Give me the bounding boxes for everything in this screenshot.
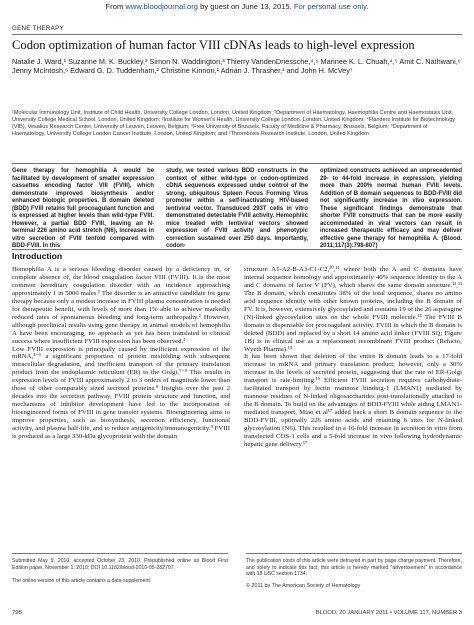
journal-link[interactable]: www.bloodjournal.org	[125, 2, 198, 11]
from-label: From	[105, 2, 124, 11]
page-number: 798	[12, 610, 22, 616]
affiliations: ¹Molecular Immunology Unit, Institute of Child Health, University College London, London, United Kingdom; ²Department of Haematology, Haemophilia Centre and Haemostasis Unit, University College Medical School, London, United Kingdom; ³Institute for Women's Health, University College London, London, United Kingdom; ⁴Flanders Institute for Biotechnology (VIB), Vesalius Research Center, University of Leuven, Leuven, Belgium; ⁵Free University of Brussels, Faculty of Medicine & Pharmacy, Brussels, Belgium; ⁶Department of Haematology, University College London Cancer Institute, London, United Kingdom; and ⁷Thrombosis Research Institute, London, United Kingdom	[12, 110, 455, 138]
article-title: Codon optimization of human factor VIII cDNAs leads to high-level expression	[12, 38, 415, 52]
abstract-column-3: optimized constructs achieved an unprecedented 29- to 44-fold increase in expression, yielding more than 200% normal human FVIII levels. Addition of B domain sequences to BDD-FVIII did not significantly increase in vivo expression. These significant findings demonstrate that shorter FVIII constructs that can be more easily accommodated in viral vectors can result in increased therapeutic efficacy and may deliver effective gene therapy for hemophilia A. (Blood. 2011;117(3):798-807)	[320, 168, 462, 250]
abstract-column-2: study, we tested various BDD constructs in the context of either wild-type or codon-optimized cDNA sequences expressed under control of the strong, ubiquitous Spleen Focus Forming Virus promoter within a self-inactivating HIV-based lentiviral vector. Transduced 293T cells in vitro demonstrated detectable FVIII activity. Hemophilic mice treated with lentiviral vectors showed expression of FVIII activity and phenotypic correction sustained over 250 days. Importantly, codon-	[166, 168, 308, 250]
author-list: Natalie J. Ward,¹ Suzanne M. K. Buckley,² Simon N. Waddington,³ Thierry VandenDriessche,⁴,⁵ Marinee K. L. Chuah,⁴,⁵ Amit C. Nathwani,⁶ Jenny McIntosh,⁶ Edward G. D. Tuddenham,² Christine Kinnon,¹ Adrian J. Thrasher,¹ and John H. McVey⁷	[12, 57, 461, 76]
guest-date-text: by guest on June 13, 2015.	[200, 2, 292, 11]
page-footer	[12, 610, 462, 616]
submission-footnote: Submitted May 9, 2010; accepted October 23, 2010. Prepublished online as Blood First Edition paper, November 1, 2010; DOI 10.1182/blood-2010-05-282707. The online version of this article contains a data supplement.	[12, 558, 228, 584]
abstract-top-divider	[12, 163, 462, 164]
publication-cost-footnote: The publication costs of this article were defrayed in part by page charge payment. Therefore, and solely to indicate this fact, this article is hereby marked "advertisement" in accordance with 18 USC section 1734.	[246, 558, 462, 578]
access-banner	[0, 2, 474, 11]
abstract	[12, 168, 462, 250]
introduction-heading: Introduction	[12, 251, 63, 261]
body-column-right: structure A1-A2-B-A3-C1-C2,¹⁰,¹¹ where both the A and C domains have internal sequence homology and approximately 40% sequence identity to the A and C domains of factor V (FV), which shares the same domain structure.¹²,¹³ The B domain, which constitutes 38% of the total sequence, shares no amino acid sequence identity with other known proteins, including the B domain of FV. It is, however, extensively glycosylated and contains 19 of the 26 asparagine (N)-linked glycosylation sites on the whole FVIII molecule.¹⁴ The FVIII B domain is dispensable for procoagulant activity. FVIII in which the B domain is deleted (BDD) and replaced by a short 14 amino acid linker (FVIII SQ; Figure 1B) is in clinical use as a replacement recombinant FVIII product (Refacto, Wyeth Pharma).¹⁵ It has been shown that deletion of the entire B domain leads to a 17-fold increase in mRNA and primary translation product; however, only a 30% increase in the levels of secreted protein, suggesting that the rate of ER-Golgi transport is rate-limiting.¹⁶ Efficient FVIII secretion requires carbohydrate-facilitated transport by lectin mannose binding-1 (LMAN1) mediated by mannose residues of N-linked oligosaccharides post-translationally attached to the B domain. To build on the advantages of BDD-FVIII while aiding LMAN1-mediated transport, Miao et al¹⁷ added back a short B domain sequence to the BDD-FVIII, optimally 226 amino acids and retaining 6 sites for N-linked glycosylation (N6). This resulted in a 10-fold increase in secretion in vitro from transfected COS-1 cells and a 5-fold increase in vivo following hydrodynamic hepatic gene delivery.¹⁷	[244, 266, 462, 448]
abstract-bottom-divider	[12, 249, 462, 250]
abstract-column-1: Gene therapy for hemophilia A would be facilitated by development of smaller expression cassettes encoding factor VIII (FVIII), which demonstrate improved biosynthesis and/or enhanced biologic properties. B domain deleted (BDD) FVIII retains full procoagulant function and is expressed at higher levels than wild-type FVIII. However, a partial BDD FVIII, leaving an N-terminal 226 amino acid stretch (N6), increases in vitro secretion of FVIII tenfold compared with BDD-FVIII. In this	[12, 168, 154, 250]
journal-info: BLOOD, 20 JANUARY 2011 • VOLUME 117, NUMBER 3	[315, 610, 462, 616]
personal-use-notice: For personal use only.	[293, 2, 369, 11]
section-divider	[12, 34, 462, 35]
footnote-divider-left	[12, 553, 228, 554]
section-label: GENE THERAPY	[12, 25, 64, 32]
footnote-divider-right	[246, 553, 462, 554]
body-column-left: Hemophilia A is a serious bleeding disorder caused by a deficiency in, or complete absence of, the blood coagulation factor VIII (FVIII). It is the most common hereditary coagulation disorder with an incidence approaching approximately 1 in 5000 males.¹ The disorder is an attractive candidate for gene therapy because only a modest increase in FVIII plasma concentration is needed for therapeutic benefit, with levels of more than 1% able to achieve markedly reduced rates of spontaneous bleeding and long-term arthropathy.² However, although preclinical results using gene therapy in animal models of hemophilia A have been encouraging, no approach as yet has been translated to clinical success where insufficient FVIII expression has been observed.³ Low FVIII expression is principally caused by inefficient expression of the mRNA,⁴⁻⁶ a significant proportion of protein misfolding with subsequent intracellular degradation, and inefficient transport of the primary translation product from the endoplasmic reticulum (ER) to the Golgi.⁷⁻⁹ This results in expression levels of FVIII approximately 2 to 3 orders of magnitude lower than those of other comparably sized secreted proteins.⁸ Insights over the past 2 decades into the secretion pathway, FVIII protein structure and function, and mechanisms of inhibitor development have led to the incorporation of bioengineered forms of FVIII in gene transfer systems. Bioengineering aims to improve properties, such as biosynthesis, secretion efficiency, functional activity, and plasma half-life, and to reduce antigenicity/immunogenicity.⁹ FVIII is produced as a large 330-kDa glycoprotein with the domain	[12, 266, 230, 441]
copyright-notice: © 2011 by The American Society of Hematology	[246, 583, 361, 589]
